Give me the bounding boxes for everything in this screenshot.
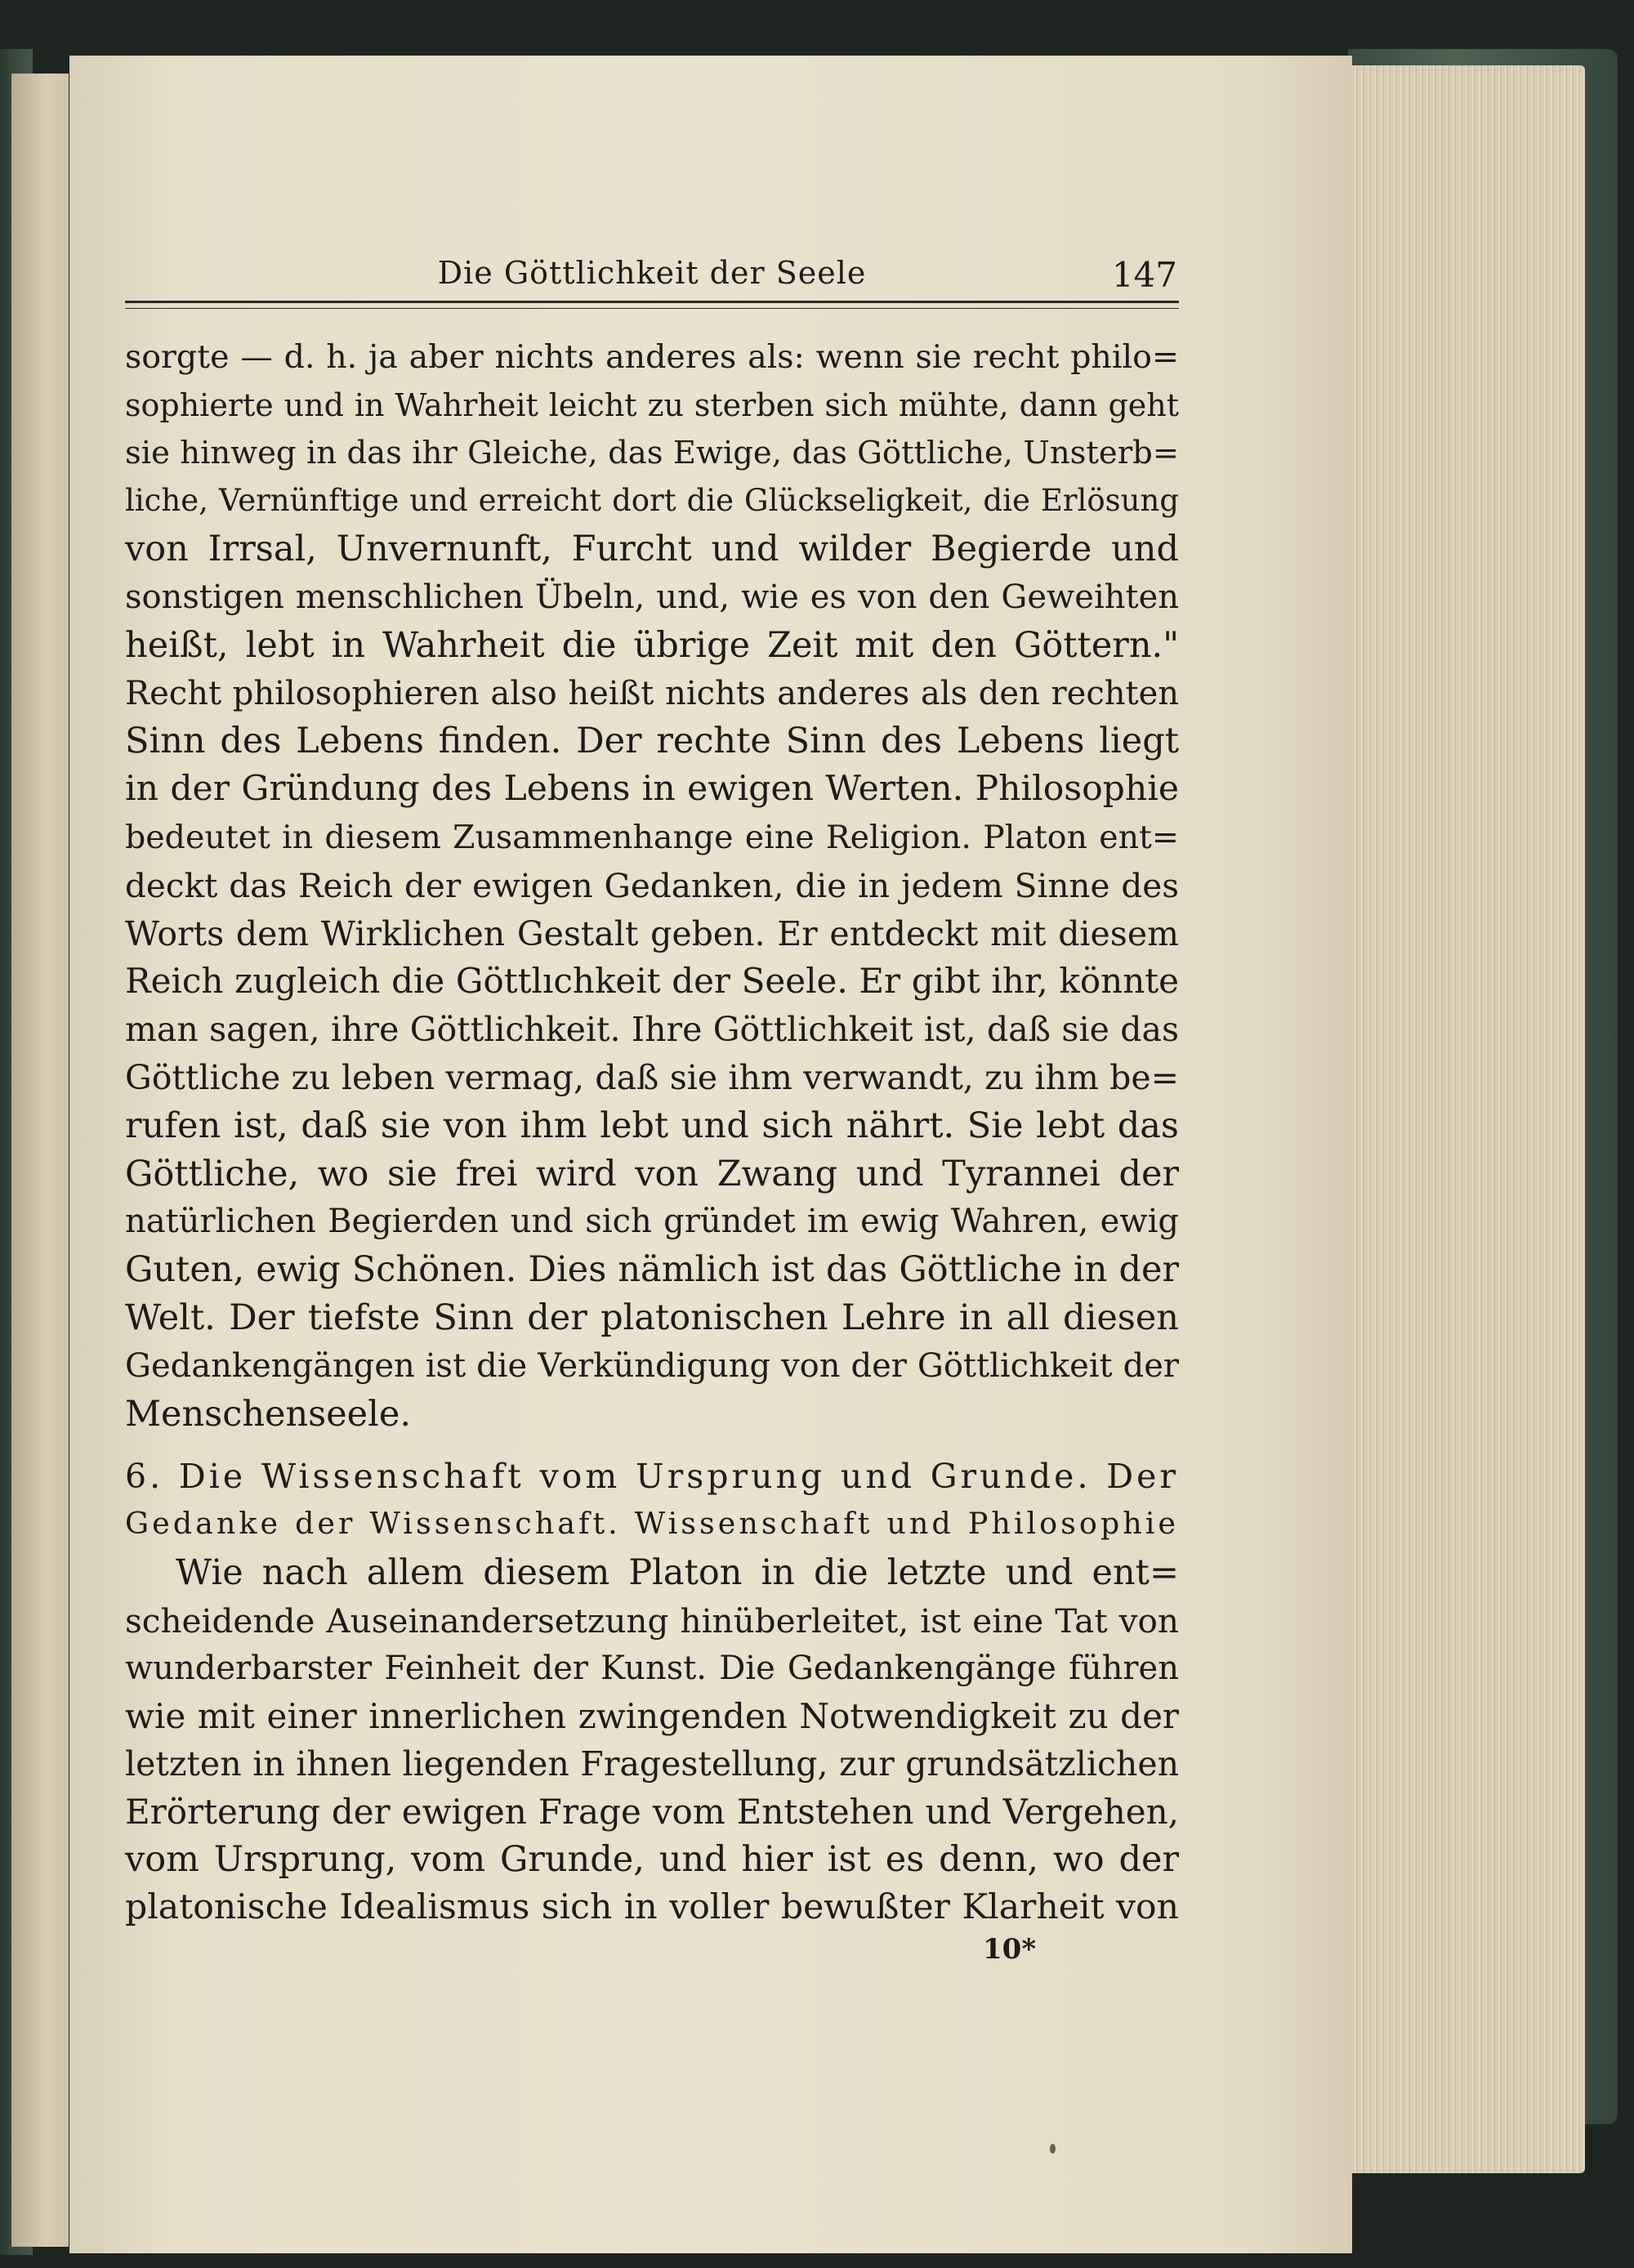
running-title: Die Göttlichkeit der Seele — [437, 255, 867, 291]
page-block-edges — [1340, 65, 1585, 2173]
text-line: Menschenseele. — [125, 1393, 411, 1435]
text-line: Recht philosophieren also heißt nichts anderes als den rechten — [125, 674, 1179, 712]
paragraph-2 — [125, 1549, 1179, 1931]
text-line: sorgte — d. h. ja aber nichts anderes als: wenn sie recht philo= — [125, 338, 1179, 376]
text-line: von Irrsal, Unvernunft, Furcht und wilder Begierde und — [125, 529, 1179, 570]
section-heading — [125, 1453, 1179, 1547]
text-line: Göttliche, wo sie frei wird von Zwang und Tyrannei der — [125, 1153, 1179, 1194]
text-line: letzten in ihnen liegenden Fragestellung, zur grundsätzlichen — [125, 1744, 1179, 1784]
text-line: man sagen, ihre Göttlichkeit. Ihre Göttlichkeit ist, daß sie das — [125, 1010, 1179, 1050]
text-line: vom Ursprung, vom Grunde, und hier ist es denn, wo der — [125, 1839, 1179, 1880]
book-page — [69, 56, 1352, 2253]
text-line: sonstigen menschlichen Übeln, und, wie es von den Geweihten — [125, 578, 1179, 616]
text-line: Erörterung der ewigen Frage vom Entstehen und Vergehen, — [125, 1791, 1179, 1832]
text-line: Gedankengängen ist die Verkündigung von der Göttlichkeit der — [125, 1346, 1179, 1385]
header-rule-thin — [125, 308, 1179, 309]
text-line: Worts dem Wirklichen Gestalt geben. Er entdeckt mit diesem — [125, 913, 1179, 953]
text-line: wunderbarster Feinheit der Kunst. Die Gedankengänge führen — [125, 1650, 1179, 1687]
text-line: Göttliche zu leben vermag, daß sie ihm verwandt, zu ihm be= — [125, 1057, 1179, 1097]
text-line: Reich zugleich die Göttlıchkeit der Seele. Er gibt ihr, könnte — [125, 961, 1179, 1002]
paragraph-1 — [125, 333, 1179, 1438]
text-line: sie hinweg in das ihr Gleiche, das Ewige, das Göttliche, Unsterb= — [125, 434, 1179, 471]
previous-page-edge — [11, 74, 69, 2247]
text-line: liche, Vernünftige und erreicht dort die Glückseligkeit, die Erlösung — [125, 483, 1179, 519]
text-line: scheidende Auseinandersetzung hinüberleitet, ist eine Tat von — [125, 1601, 1179, 1641]
header-rule-thick — [125, 301, 1179, 303]
text-line: rufen ist, daß sie von ihm lebt und sich nährt. Sie lebt das — [125, 1105, 1179, 1146]
text-line: Guten, ewig Schönen. Dies nämlich ist das Göttliche in der — [125, 1249, 1179, 1291]
text-line: Wie nach allem diesem Platon in die letzte und ent= — [176, 1552, 1179, 1593]
paper-speck — [1050, 2144, 1056, 2154]
signature-mark: 10* — [983, 1933, 1037, 1966]
text-line: platonische Idealismus sich in voller bewußter Klarheit von — [125, 1886, 1179, 1927]
text-line: wie mit einer innerlichen zwingenden Notwendigkeit zu der — [125, 1695, 1179, 1736]
text-line: heißt, lebt in Wahrheit die übrige Zeit mit den Göttern." — [125, 624, 1179, 666]
heading-line: Gedanke der Wissenschaft. Wissenschaft und Philosophie — [125, 1506, 1179, 1541]
text-line: in der Gründung des Lebens in ewigen Werten. Philosophie — [125, 769, 1179, 810]
text-line: natürlichen Begierden und sich gründet im ewig Wahren, ewig — [125, 1203, 1179, 1241]
text-line: Sinn des Lebens finden. Der rechte Sinn des Lebens liegt — [125, 721, 1179, 762]
text-line: Welt. Der tiefste Sinn der platonischen Lehre in all diesen — [125, 1297, 1179, 1338]
running-head — [125, 255, 1179, 304]
text-line: bedeutet in diesem Zusammenhange eine Religion. Platon ent= — [125, 818, 1179, 856]
heading-line: 6. Die Wissenschaft vom Ursprung und Grunde. Der — [125, 1457, 1179, 1496]
page-number: 147 — [1111, 255, 1177, 295]
text-line: deckt das Reich der ewigen Gedanken, die in jedem Sinne des — [125, 865, 1179, 905]
text-line: sophierte und in Wahrheit leicht zu sterben sich mühte, dann geht — [125, 386, 1179, 423]
